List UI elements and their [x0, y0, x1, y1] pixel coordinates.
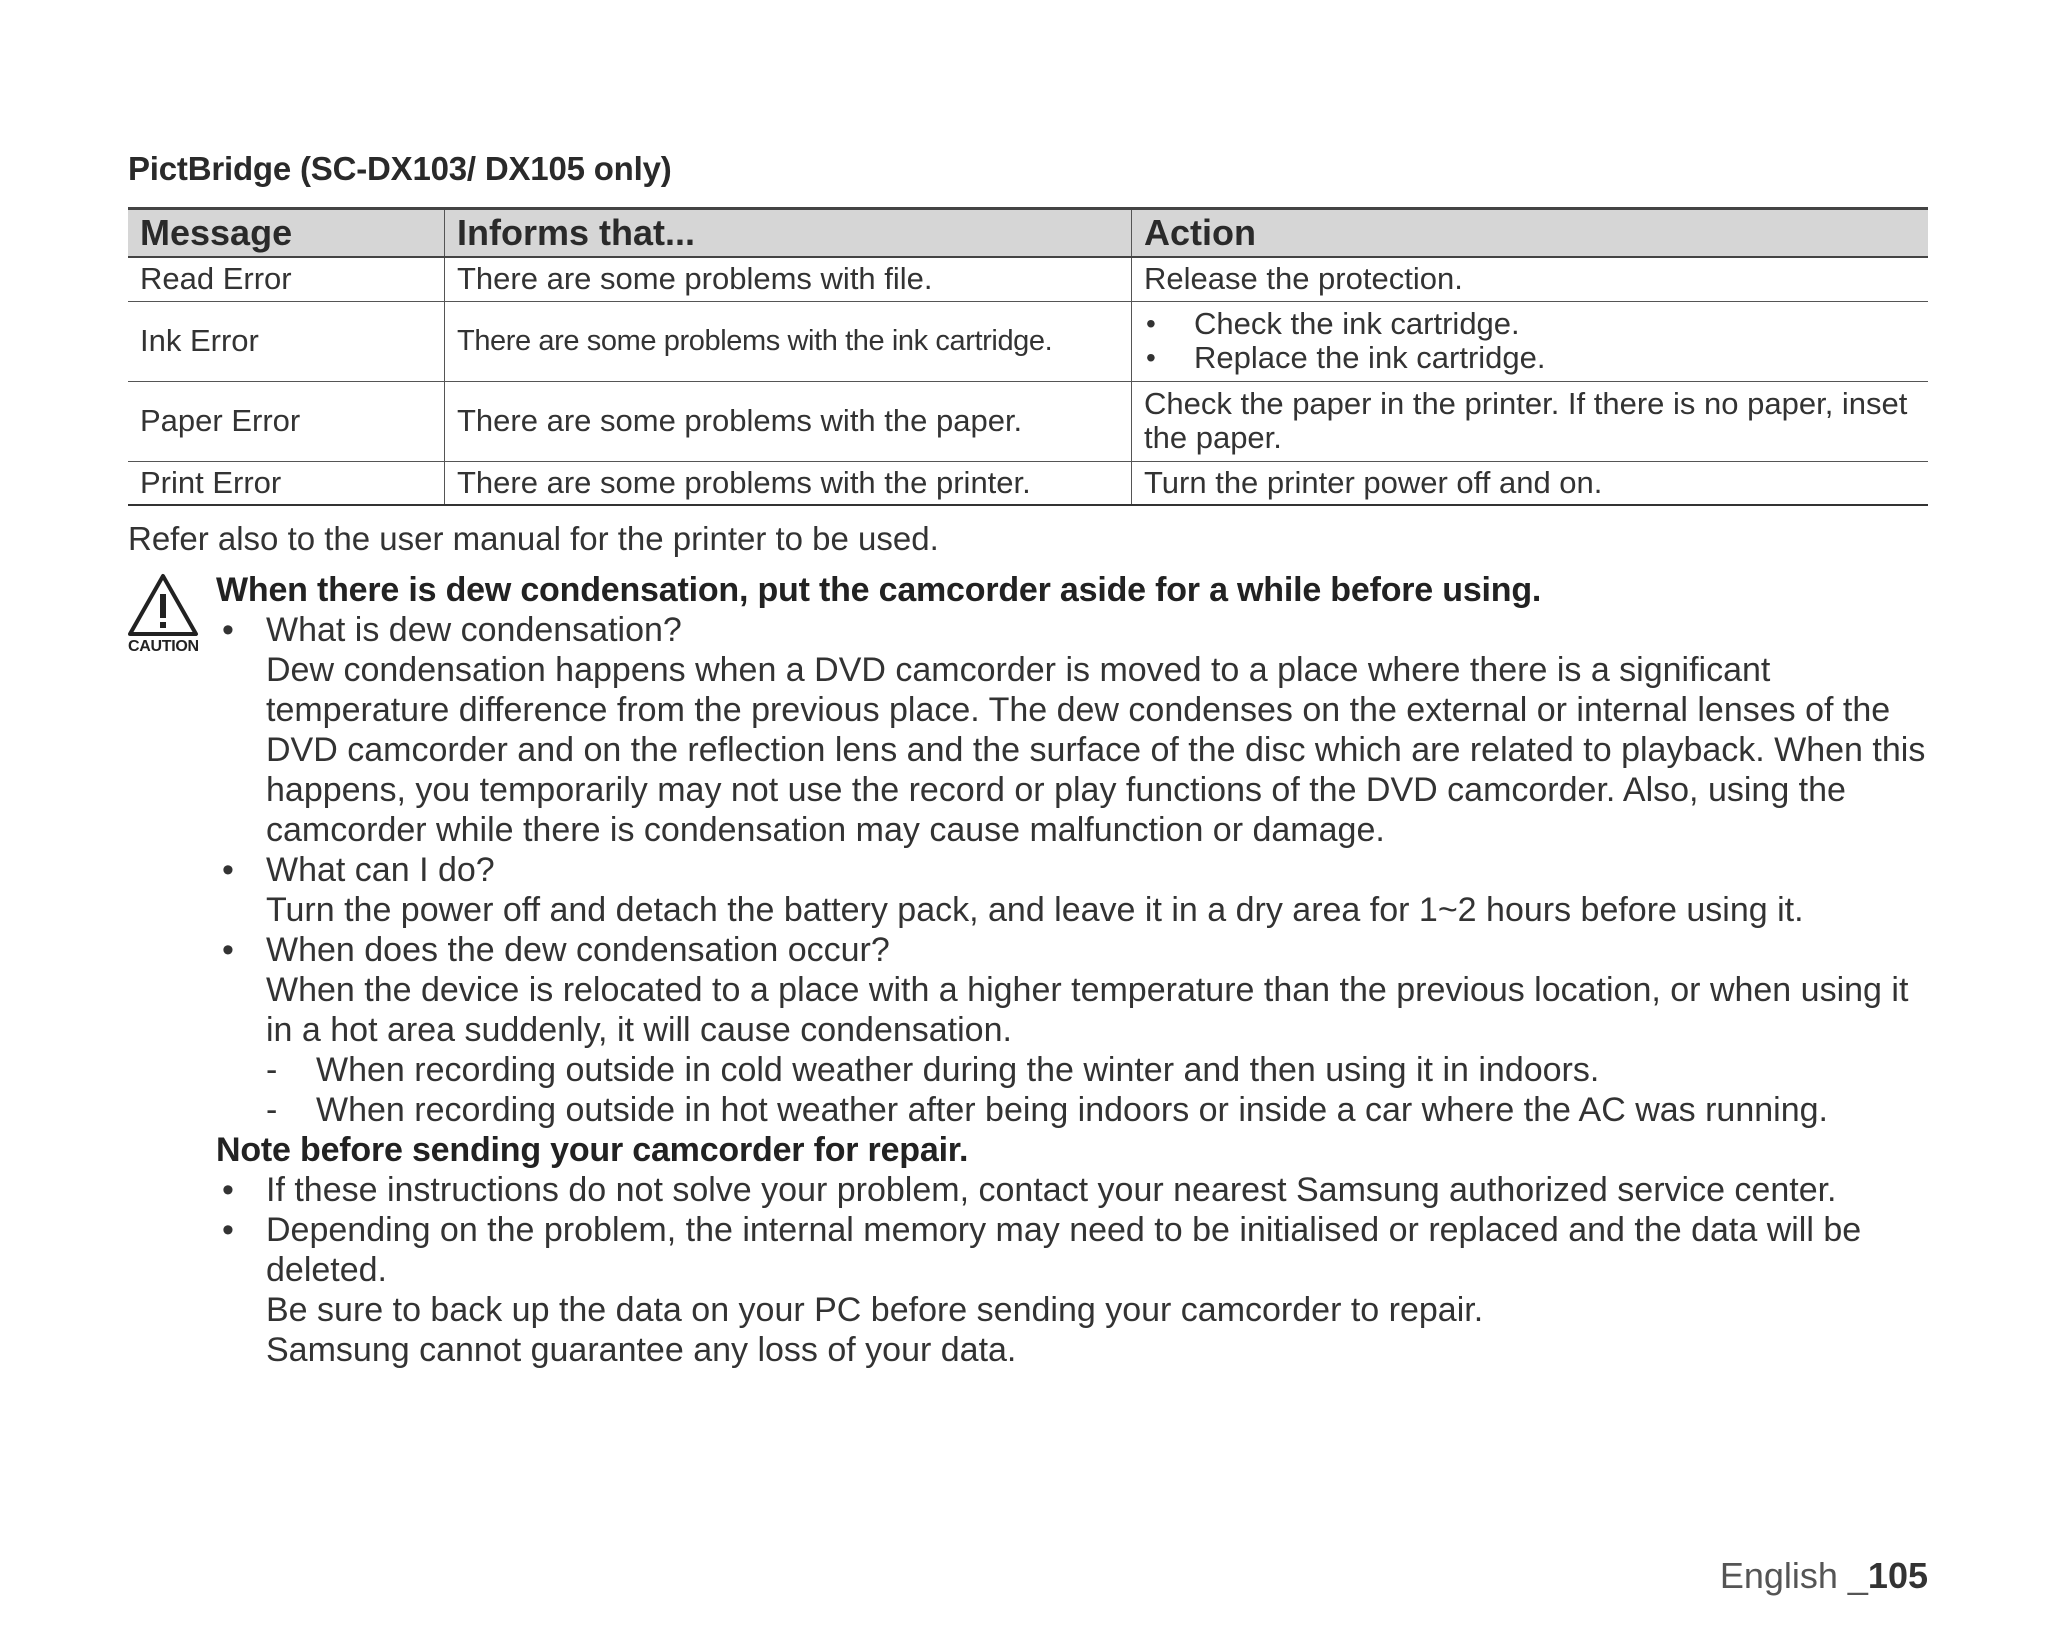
pictbridge-error-table: [128, 207, 1928, 506]
page-number: 105: [1867, 1555, 1928, 1596]
table-header-row: [128, 209, 1928, 258]
header-action: Action: [1132, 209, 1929, 258]
cell-action: Check the paper in the printer. If there is no paper, inset the paper.: [1132, 381, 1929, 461]
list-item: - When recording outside in cold weather during the winter and then using it in indoors.: [266, 1050, 1936, 1090]
list-item: • Replace the ink cartridge.: [1144, 341, 1916, 375]
section-title: PictBridge (SC-DX103/ DX105 only): [128, 150, 672, 187]
cell-action: [1132, 301, 1929, 381]
cell-informs: There are some problems with file.: [445, 257, 1132, 301]
list-item: [216, 930, 1936, 1130]
caution-heading: When there is dew condensation, put the camcorder aside for a while before using.: [216, 571, 1542, 609]
repair-extra-text: Samsung cannot guarantee any loss of your data.: [266, 1331, 1017, 1369]
cell-message: Read Error: [128, 257, 445, 301]
table-row: [128, 461, 1928, 505]
question-text: • When does the dew condensation occur?: [266, 931, 890, 969]
question-text: • What is dew condensation?: [266, 611, 682, 649]
refer-note: Refer also to the user manual for the printer to be used.: [128, 520, 939, 557]
header-message: Message: [128, 209, 445, 258]
cell-message: Ink Error: [128, 301, 445, 381]
cell-informs: There are some problems with the paper.: [445, 381, 1132, 461]
list-item: [216, 1210, 1936, 1370]
repair-list: [216, 1170, 1936, 1370]
answer-text: Turn the power off and detach the battery pack, and leave it in a dry area for 1~2 hours before using it.: [266, 891, 1804, 929]
cell-action: Release the protection.: [1132, 257, 1929, 301]
repair-heading: Note before sending your camcorder for repair.: [216, 1131, 969, 1169]
table-row: [128, 301, 1928, 381]
cell-action: Turn the printer power off and on.: [1132, 461, 1929, 505]
list-item: [216, 610, 1936, 850]
repair-text: • Depending on the problem, the internal memory may need to be initialised or replaced and the data will be deleted.: [266, 1211, 1862, 1289]
answer-text: Dew condensation happens when a DVD camcorder is moved to a place where there is a significant temperature difference from the previous place. The dew condenses on the external or internal lenses of the DVD camcorder and on the reflection lens and the surface of the disc which are related to playback. When this happens, you temporarily may not use the record or play functions of the DVD camcorder. Also, using the camcorder while there is condensation may cause malfunction or damage.: [266, 651, 1926, 849]
list-item: [216, 850, 1936, 930]
dash-list: [266, 1050, 1936, 1130]
page-footer: [1720, 1555, 1928, 1597]
list-item: - When recording outside in hot weather after being indoors or inside a car where the AC was running.: [266, 1090, 1936, 1130]
list-item: [216, 1170, 1936, 1210]
cell-informs: There are some problems with the printer.: [445, 461, 1132, 505]
table-row: [128, 257, 1928, 301]
repair-extra-text: Be sure to back up the data on your PC before sending your camcorder to repair.: [266, 1291, 1484, 1329]
answer-text: When the device is relocated to a place with a higher temperature than the previous location, or when using it in a hot area suddenly, it will cause condensation.: [266, 971, 1909, 1049]
dew-condensation-list: [216, 610, 1936, 1130]
list-item: • Check the ink cartridge.: [1144, 307, 1916, 341]
cell-message: Print Error: [128, 461, 445, 505]
table-row: [128, 381, 1928, 461]
question-text: • What can I do?: [266, 851, 495, 889]
action-bullet-list: [1144, 307, 1916, 375]
repair-text: • If these instructions do not solve your problem, contact your nearest Samsung authorized service center.: [266, 1171, 1837, 1209]
cell-informs: There are some problems with the ink cartridge.: [445, 301, 1132, 381]
cell-message: Paper Error: [128, 381, 445, 461]
caution-section: [216, 570, 1936, 1370]
footer-language: English _: [1719, 1555, 1868, 1596]
caution-label: CAUTION: [128, 638, 199, 655]
header-informs: Informs that...: [445, 209, 1132, 258]
